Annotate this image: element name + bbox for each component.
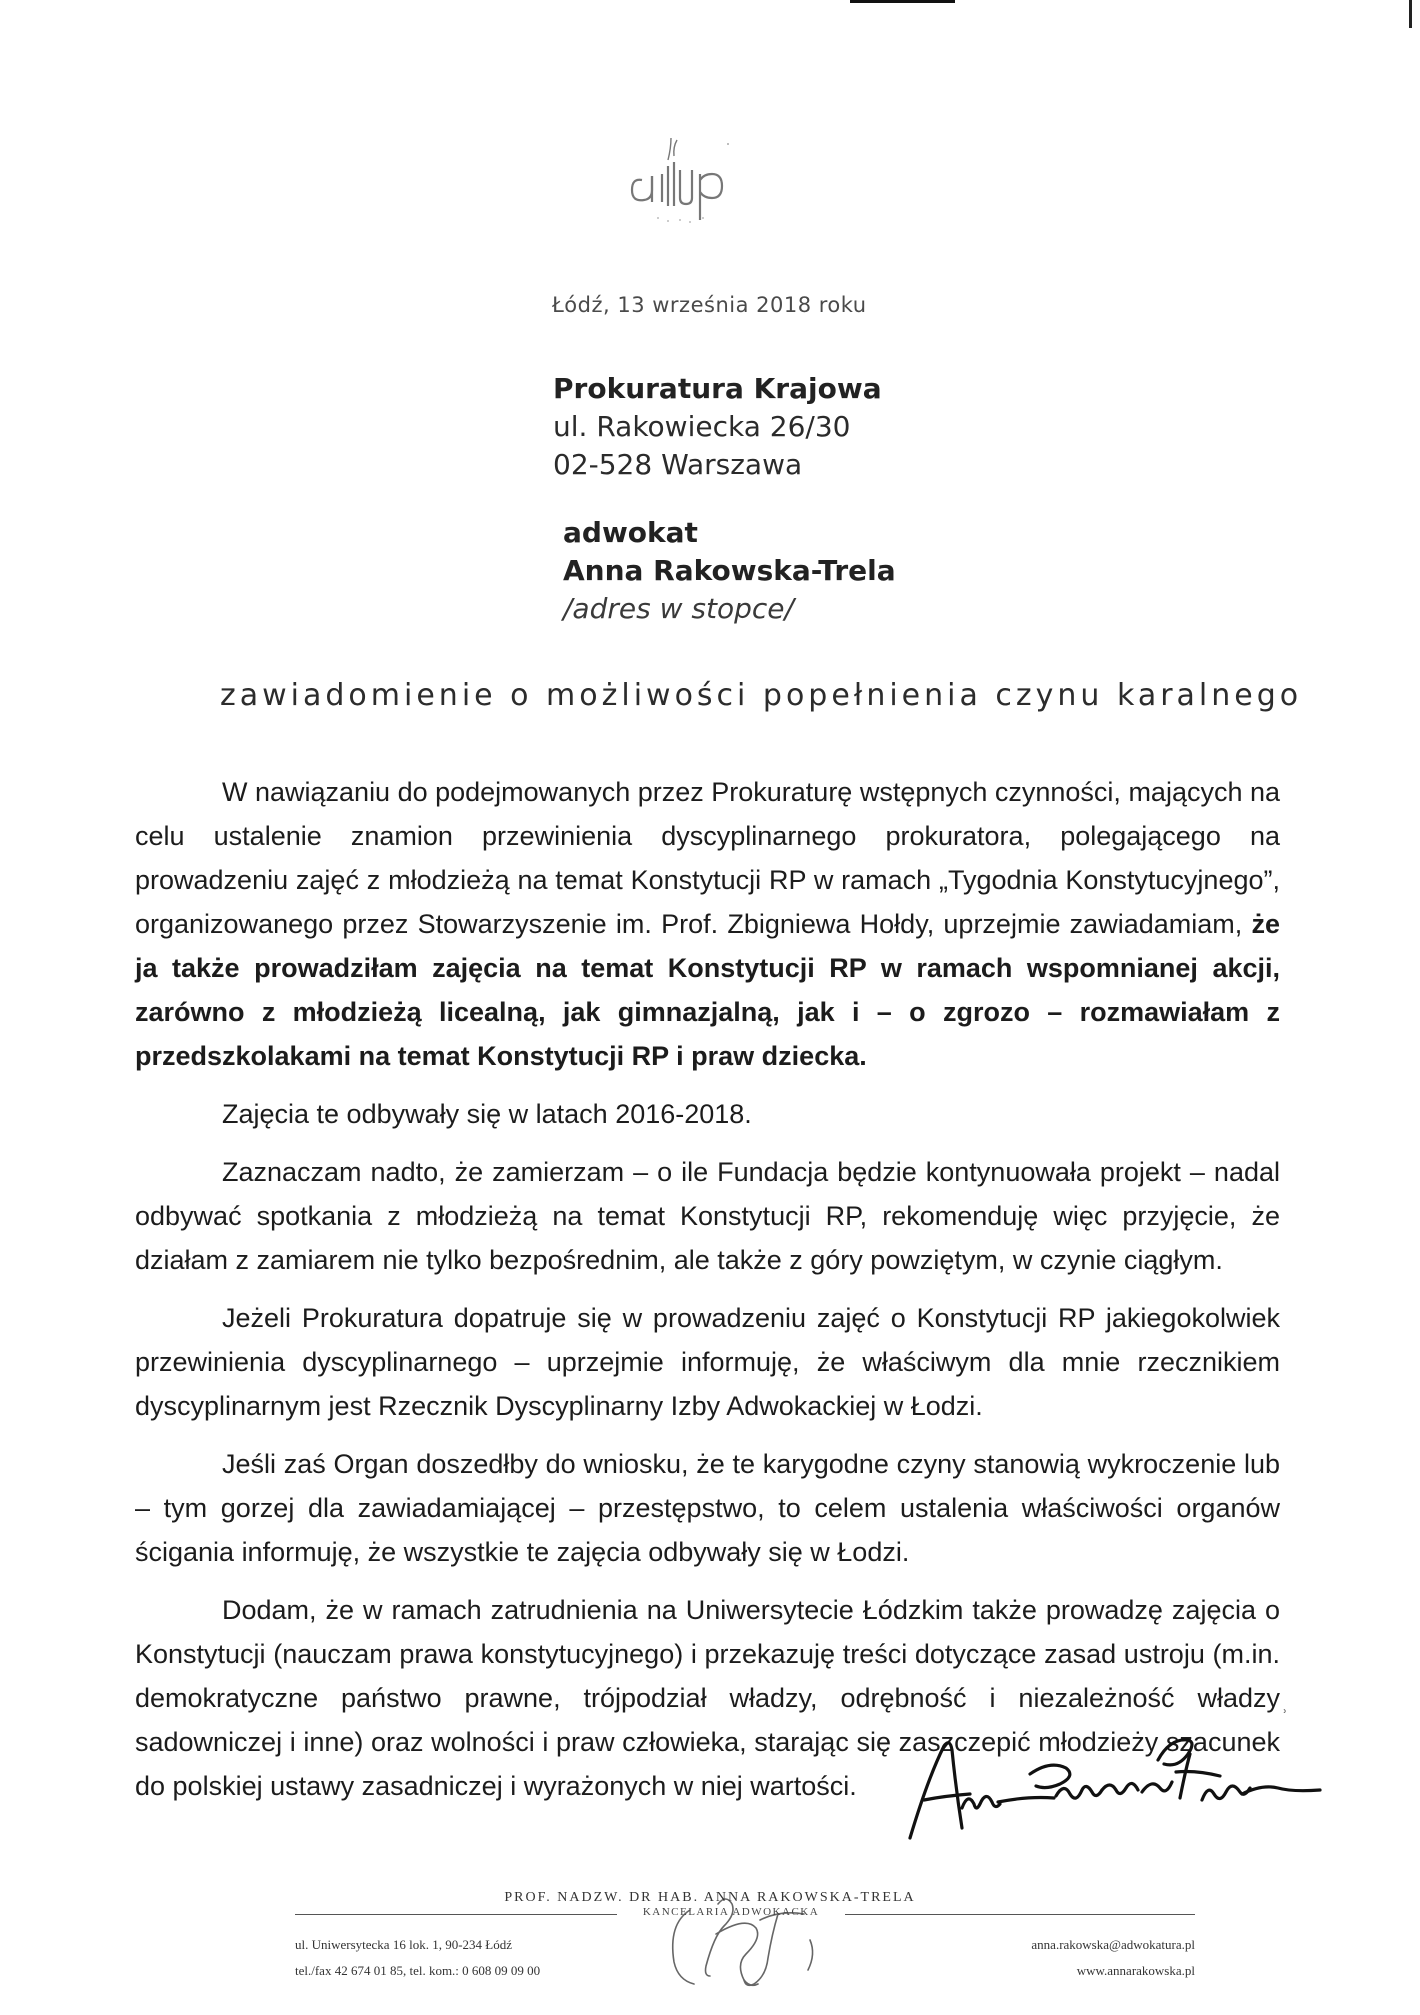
recipient-block [553,370,882,484]
recipient-name: Prokuratura Krajowa [553,372,882,405]
scan-artifact-top [850,0,955,3]
letter-body [135,770,1280,1822]
paragraph-2: Zajęcia te odbywały się w latach 2016-2018. [222,1099,752,1129]
paragraph-1-text: W nawiązaniu do podejmowanych przez Prokuraturę wstępnych czynności, mających na celu ustalenie znamion przewinienia dyscyplinarnego prokuratora, polegającego na prowadzeniu zajęć z młodzieżą na temat Konstytucji RP w ramach „Tygodnia Konstytucyjnego”, organizowanego przez Stowarzyszenie im. Prof. Zbigniewa Hołdy, uprzejmie zawiadamiam, [135,777,1281,939]
footer-contact-address [295,1932,540,1984]
paragraph-1 [135,770,1280,1078]
footer-rule-right [845,1914,1195,1915]
footer-email: anna.rakowska@adwokatura.pl [1031,1937,1195,1952]
paragraph-6: Dodam, że w ramach zatrudnienia na Uniwersytecie Łódzkim także prowadzę zajęcia o Konstytucji (nauczam prawa konstytucyjnego) i przekazuję treści dotyczące zasad ustroju (m.in. demokratyczne państwo prawne, trójpodział władzy, odrębność i niezależność władzy sadowniczej i inne) oraz wolności i praw człowieka, starając się zaszczepić młodzieży szacunek do polskiej ustawy zasadniczej i wyrażonych w niej wartości. [135,1595,1280,1801]
footer-office-name: KANCELARIA ADWOKACKA [642,1906,820,1918]
footer-rule-left [295,1914,617,1915]
sender-name: Anna Rakowska-Trela [563,554,896,587]
footer-full-name: PROF. NADZW. DR HAB. ANNA RAKOWSKA-TRELA [504,1890,916,1905]
footer-address-line-2: tel./fax 42 674 01 85, tel. kom.: 0 608 09 09 00 [295,1963,541,1978]
letter-subject: zawiadomienie o możliwości popełnienia czynu karalnego [220,678,1303,713]
footer-divider [295,1907,1195,1921]
letterhead-logo [628,122,738,232]
paragraph-5: Jeśli zaś Organ doszedłby do wniosku, że te karygodne czyny stanowią wykroczenie lub – tym gorzej dla zawiadamiającej – przestępstwo, to celem ustalenia właściwości organów ścigania informuję, że wszystkie te zajęcia odbywały się w Łodzi. [135,1449,1280,1567]
paragraph-1-emphasis: że ja także prowadziłam zajęcia na temat Konstytucji RP w ramach wspomnianej akcji, zarówno z młodzieżą licealną, jak gimnazjalną, jak i – o zgrozo – rozmawiałam z przedszkolakami na temat Konstytucji RP i praw dziecka. [135,909,1280,1071]
recipient-city: 02-528 Warszawa [553,448,803,481]
sender-title: adwokat [563,516,698,549]
paragraph-4: Jeżeli Prokuratura dopatruje się w prowadzeniu zajęć o Konstytucji RP jakiegokolwiek przewinienia dyscyplinarnego – uprzejmie informuję, że właściwym dla mnie rzecznikiem dyscyplinarnym jest Rzecznik Dyscyplinarny Izby Adwokackiej w Łodzi. [135,1303,1280,1421]
sender-address-note: /adres w stopce/ [563,592,794,625]
stray-mark: ʾ [1283,1708,1288,1724]
document-date: Łódź, 13 września 2018 roku [552,293,867,317]
paragraph-3: Zaznaczam nadto, że zamierzam – o ile Fundacja będzie kontynuowała projekt – nadal odbywać spotkania z młodzieżą na temat Konstytucji RP, rekomenduję więc przyjęcie, że działam z zamiarem nie tylko bezpośrednim, ale także z góry powziętym, w czynie ciągłym. [135,1157,1280,1275]
footer-contact-online [1031,1932,1195,1984]
recipient-street: ul. Rakowiecka 26/30 [553,410,851,443]
handwritten-signature [880,1720,1340,1860]
sender-block [563,514,896,628]
footer-address-line-1: ul. Uniwersytecka 16 lok. 1, 90-234 Łódź [295,1937,512,1952]
footer-website: www.annarakowska.pl [1076,1963,1195,1978]
scan-artifact-edge [1409,0,1412,28]
